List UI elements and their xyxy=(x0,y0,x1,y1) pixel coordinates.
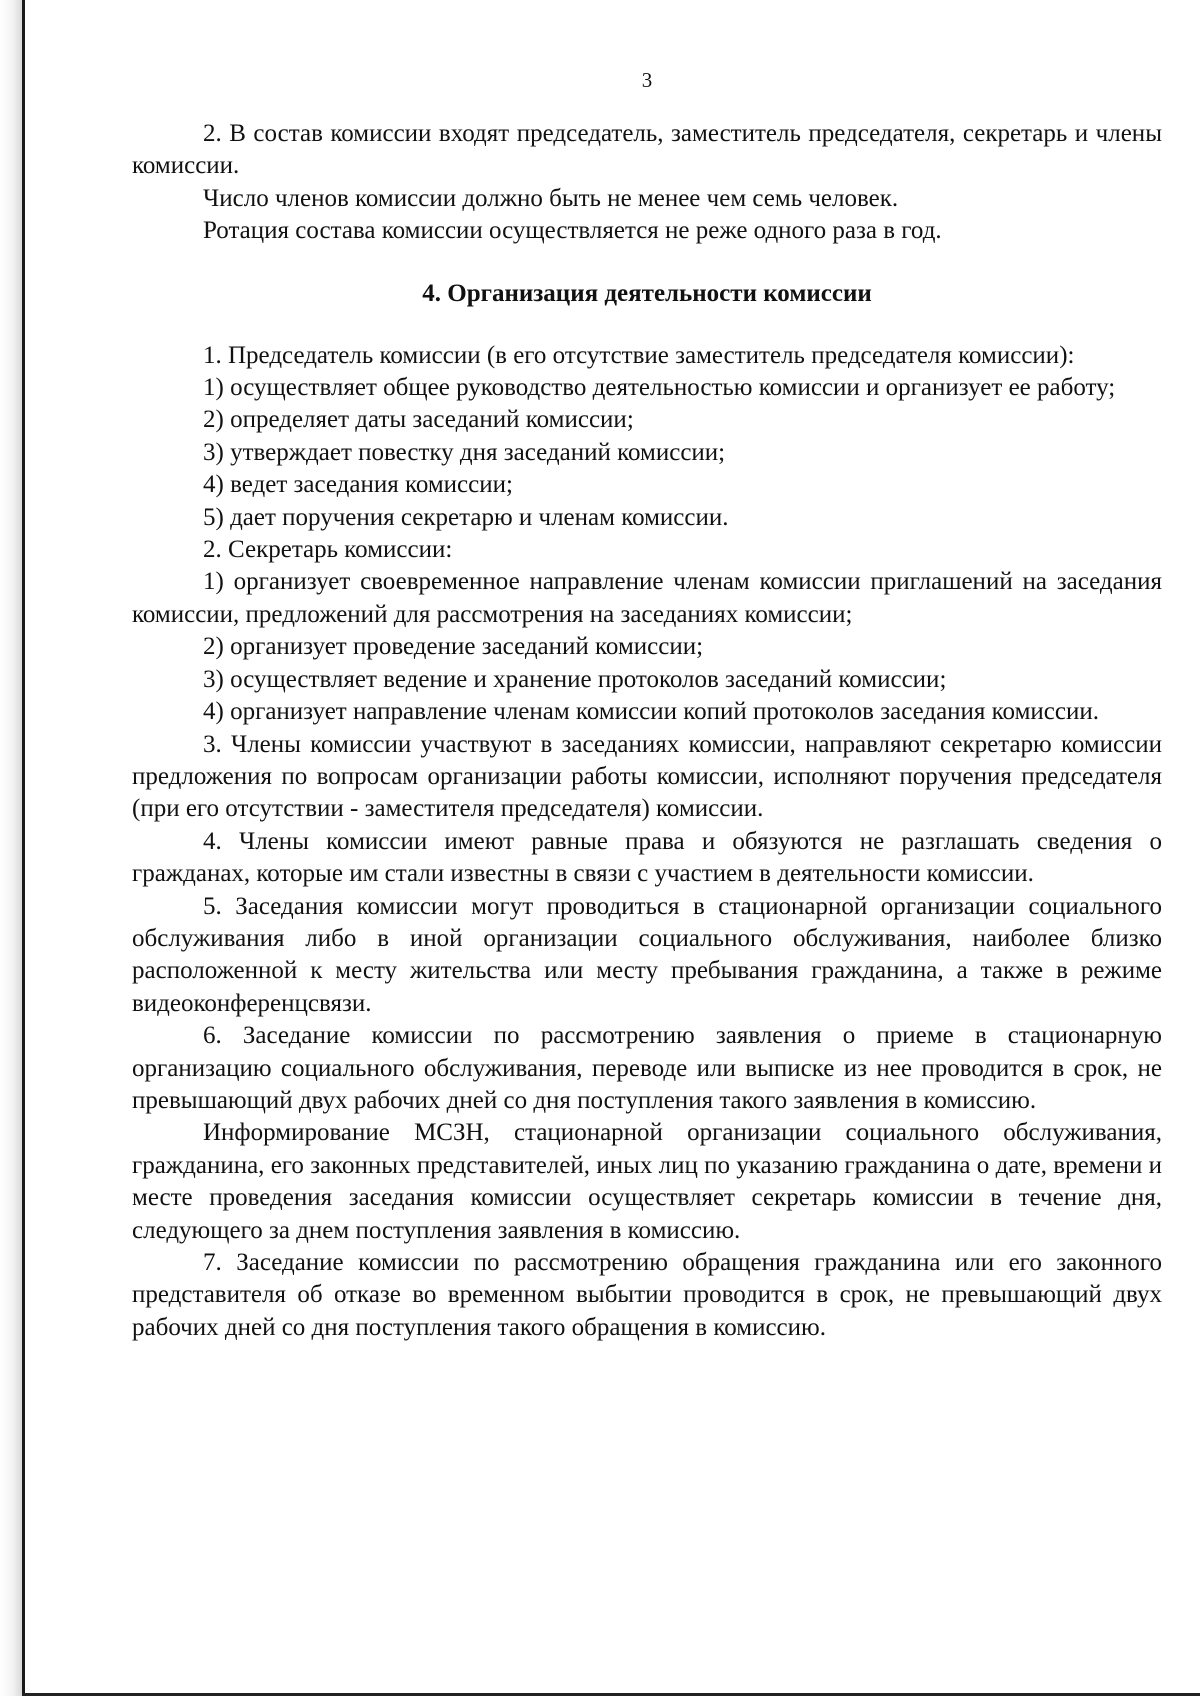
paragraph: 1. Председатель комиссии (в его отсутствие заместитель председателя комиссии): xyxy=(203,341,1075,369)
paragraph: 5. Заседания комиссии могут проводиться в стационарной организации социального обслуживания либо в иной организации социального обслуживания, наиболее близко расположенной к месту жительства или месту пребывания гражданина, а также в режиме видеоконференцсвязи. xyxy=(132,892,1162,1017)
paragraph: Ротация состава комиссии осуществляется не реже одного раза в год. xyxy=(203,217,942,245)
section-4-organization xyxy=(132,340,1162,1345)
paragraph: Информирование МСЗН, стационарной организации социального обслуживания, гражданина, его законных представителей, иных лиц по указанию гражданина о дате, времени и месте проведения заседания комиссии осуществляет секретарь комиссии в течение дня, следующего за днем поступления заявления в комиссию. xyxy=(132,1119,1162,1244)
list-item: 3) утверждает повестку дня заседаний комиссии; xyxy=(203,438,726,466)
paragraph: 6. Заседание комиссии по рассмотрению заявления о приеме в стационарную организацию социального обслуживания, переводе или выписке из нее проводится в срок, не превышающий двух рабочих дней со дня поступления такого заявления в комиссию. xyxy=(132,1022,1162,1114)
document-page xyxy=(132,66,1162,1344)
scan-left-shadow xyxy=(0,0,22,1696)
section-heading: 4. Организация деятельности комиссии xyxy=(422,279,872,307)
list-item: 5) дает поручения секретарю и членам комиссии. xyxy=(203,503,729,531)
list-item: 3) осуществляет ведение и хранение протоколов заседаний комиссии; xyxy=(203,665,947,693)
list-item: 2) организует проведение заседаний комиссии; xyxy=(203,633,704,661)
scan-left-edge xyxy=(22,0,25,1696)
paragraph: 7. Заседание комиссии по рассмотрению обращения гражданина или его законного представителя об отказе во временном выбытии проводится в срок, не превышающий двух рабочих дней со дня поступления такого обращения в комиссию. xyxy=(132,1249,1162,1341)
list-item: 2) определяет даты заседаний комиссии; xyxy=(203,406,634,434)
paragraph: 3. Члены комиссии участвуют в заседаниях комиссии, направляют секретарю комиссии предложения по вопросам организации работы комиссии, исполняют поручения председателя (при его отсутствии - заместителя председателя) комиссии. xyxy=(132,730,1162,823)
page-number: 3 xyxy=(641,68,653,92)
paragraph: Число членов комиссии должно быть не менее чем семь человек. xyxy=(203,184,899,212)
paragraph: 2. В состав комиссии входят председатель, заместитель председателя, секретарь и члены комиссии. xyxy=(132,120,1162,180)
paragraph: 2. Секретарь комиссии: xyxy=(203,536,453,564)
list-item: 1) осуществляет общее руководство деятельностью комиссии и организует ее работу; xyxy=(203,374,1116,402)
list-item: 1) организует своевременное направление членам комиссии приглашений на заседания комиссии, предложений для рассмотрения на заседаниях комиссии; xyxy=(132,568,1162,628)
paragraph: 4. Члены комиссии имеют равные права и обязуются не разглашать сведения о гражданах, которые им стали известны в связи с участием в деятельности комиссии. xyxy=(132,827,1162,888)
list-item: 4) ведет заседания комиссии; xyxy=(203,471,513,499)
section-2-composition xyxy=(132,118,1162,248)
list-item: 4) организует направление членам комиссии копий протоколов заседания комиссии. xyxy=(203,698,1099,726)
